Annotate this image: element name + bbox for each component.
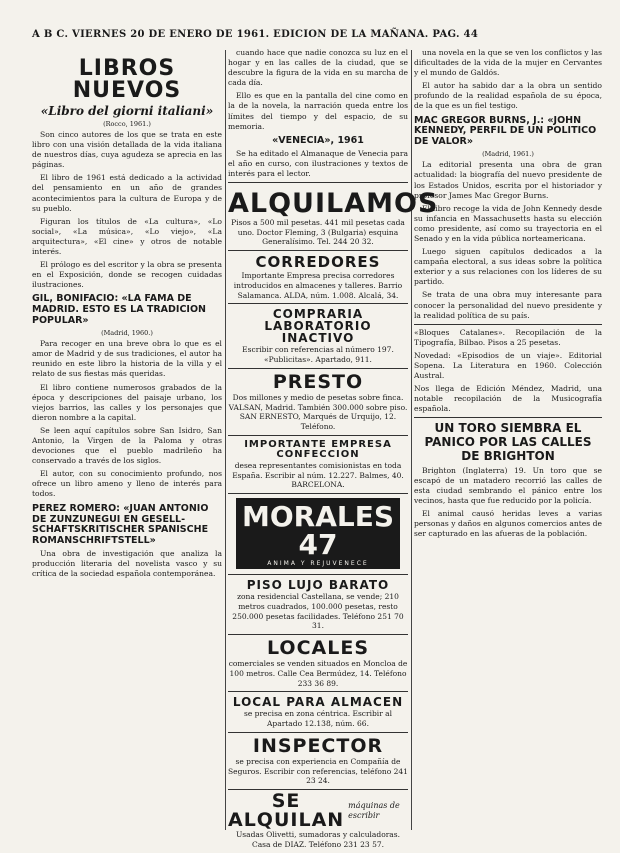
paragraph: El libro contiene numerosos grabados de la época y descripciones del paisaje urbano, los viejos barrios, las calles y los personajes que dieron nombre a la capital. xyxy=(32,382,222,422)
ad-title: SE ALQUILAN xyxy=(228,790,345,832)
article-heading: PEREZ ROMERO: «JUAN ANTONIO DE ZUNZUNEGUI EN GESELL-SCHAFTSKRITISCHER SPANISCHE ROMANSCHRIFTSTELL» xyxy=(32,502,209,547)
divider xyxy=(228,182,408,183)
paragraph: Ello es que en la pantalla del cine como en la de la novela, la narración queda entre los límites del tiempo y del espacio, de su memoria. xyxy=(228,91,408,131)
byline: (Madrid, 1960.) xyxy=(101,329,153,338)
ad-title: ALQUILAMOS xyxy=(228,187,439,219)
paragraph: El autor ha sabido dar a la obra un sentido profundo de la realidad española de su época, de la que es un fiel testigo. xyxy=(414,81,602,111)
classified-ad xyxy=(228,575,408,635)
paragraph: una novela en la que se ven los conflictos y las dificultades de la vida de la mujer en Cervantes y el mundo de Galdós. xyxy=(414,48,602,78)
paragraph: El prólogo es del escritor y la obra se presenta en el Exposición, donde se recogen cuidadas ilustraciones. xyxy=(32,260,222,290)
ad-title: INSPECTOR xyxy=(252,734,384,757)
ad-body: se precisa en zona céntrica. Escribir al Apartado 12.138, núm. 66. xyxy=(243,709,393,729)
ad-title: LOCALES xyxy=(267,637,369,660)
paragraph: El animal causó heridas leves a varias personas y daños en algunos comercios antes de ser capturado en las afueras de la población. xyxy=(414,509,602,539)
paragraph: Para recoger en una breve obra lo que es el amor de Madrid y de sus tradiciones, el autor ha reunido en este libro la historia de la villa y el relato de sus fiestas más queridas. xyxy=(32,339,222,379)
paragraph: El autor, con su conocimiento profundo, nos ofrece un libro ameno y lleno de interés para todos. xyxy=(32,469,222,499)
ad-title: IMPORTANTE EMPRESA CONFECCION xyxy=(244,438,392,460)
classified-ad xyxy=(228,251,408,304)
classified-ad xyxy=(228,790,408,853)
ad-title: MORALES 47 xyxy=(241,500,395,562)
article-heading: «VENECIA», 1961 xyxy=(272,134,364,146)
article-subtitle: «Libro del giorni italiani» xyxy=(40,104,214,118)
divider xyxy=(414,417,602,418)
ad-body: desea representantes comisionistas en toda España. Escribir al núm. 12.227. Balmes, 40. BARCELONA. xyxy=(232,460,404,490)
byline: (Rocco, 1961.) xyxy=(103,120,151,128)
ad-body: Dos millones y medio de pesetas sobre finca. VALSAN, Madrid. También 300.000 sobre piso. SAN ERNESTO, Marqués de Urquijo, 12. Teléfono. xyxy=(228,392,408,432)
paragraph: Luego siguen capítulos dedicados a la campaña electoral, a sus ideas sobre la política exterior y a sus relaciones con los líderes de su partido. xyxy=(414,247,602,287)
divider xyxy=(414,324,602,325)
paragraph: Se leen aquí capítulos sobre San Isidro, San Antonio, la Virgen de la Paloma y otras devociones que el pueblo madrileño ha conservado a través de los siglos. xyxy=(32,425,222,466)
ad-title: CORREDORES xyxy=(255,253,381,272)
ad-title: PRESTO xyxy=(272,370,364,393)
morales-ad xyxy=(228,494,408,575)
paragraph: cuando hace que nadie conozca su luz en el hogar y en las calles de la ciudad, que se descubre la figura de la vida en su marcha de cada día. xyxy=(228,48,408,88)
paragraph: El libro recoge la vida de John Kennedy desde su infancia en Massachusetts hasta su elección como presidente, así como su trayectoria en el Senado y en la vida pública norteamericana. xyxy=(414,203,602,243)
section-title: LIBROS NUEVOS xyxy=(72,56,182,103)
ad-title-extra: máquinas de escribir xyxy=(348,800,400,821)
paragraph: Se trata de una obra muy interesante para conocer la personalidad del nuevo presidente y la realidad política de su país. xyxy=(414,290,602,320)
paragraph: El libro de 1961 está dedicado a la actividad del pensamiento en un año de grandes acontecimientos para la cultura de Europa y de su pueblo. xyxy=(32,173,222,213)
ad-body: Escribir con referencias al número 197. «Publicitas». Apartado, 911. xyxy=(242,345,394,365)
classified-ad xyxy=(228,304,408,369)
ad-tagline: ANIMA Y REJUVENECE xyxy=(267,560,369,568)
paragraph: Figuran los títulos de «La cultura», «Lo social», «La música», «Lo viejo», «La arquitectura», «El cine» y otros de notable interés. xyxy=(32,216,222,257)
column-rule xyxy=(225,50,226,830)
article-heading: GIL, BONIFACIO: «LA FAMA DE MADRID. ESTO ES LA TRADICION POPULAR» xyxy=(32,293,206,327)
paragraph: Se ha editado el Almanaque de Venecia para el año en curso, con ilustraciones y textos de interés para el lector. xyxy=(228,148,408,178)
classified-ad xyxy=(228,369,408,436)
ad-title: COMPRARIA LABORATORIO INACTIVO xyxy=(264,307,372,346)
column-books xyxy=(32,48,222,834)
paragraph: «Bloques Catalanes». Recopilación de la Tipografía, Bilbao. Pisos a 25 pesetas. xyxy=(414,327,602,347)
ad-body: comerciales se venden situados en Moncloa de 100 metros. Calle Cea Bermúdez, 14. Teléfono 233 36 89. xyxy=(228,659,408,688)
ad-body: se precisa con experiencia en Compañía de Seguros. Escribir con referencias, teléfono 241 23 24. xyxy=(228,756,408,786)
morales-logo xyxy=(236,498,400,569)
paragraph: Novedad: «Episodios de un viaje». Editorial Sopena. La Literatura en 1960. Colección Austral. xyxy=(414,350,602,381)
classified-ad xyxy=(228,733,408,790)
article-heading: MAC GREGOR BURNS, J.: «JOHN KENNEDY, PERFIL DE UN POLITICO DE VALOR» xyxy=(414,114,597,148)
ad-title: PISO LUJO BARATO xyxy=(246,578,390,593)
ad-body: Importante Empresa precisa corredores introducidos en almacenes y talleres. Barrio Salamanca. ALDA, núm. 1.008. Alcalá, 34. xyxy=(233,271,403,300)
ad-body: zona residencial Castellana, se vende; 210 metros cuadrados, 100.000 pesetas, resto 250.000 pesetas facilidades. Teléfono 251 70 31. xyxy=(232,592,404,631)
ad-title: LOCAL PARA ALMACEN xyxy=(232,695,404,710)
column-rule xyxy=(411,50,412,830)
ad-body: Pisos a 500 mil pesetas. 441 mil pesetas cada uno. Doctor Fleming, 3 (Bulgaria) esquina Generalísimo. Tel. 244 20 32. xyxy=(231,217,405,247)
classified-ad xyxy=(228,186,439,251)
classified-ad xyxy=(228,635,408,692)
page-header: A B C. VIERNES 20 DE ENERO DE 1961. EDICION DE LA MAÑANA. PAG. 44 xyxy=(32,29,479,40)
byline: (Madrid, 1961.) xyxy=(482,150,534,159)
column-classifieds xyxy=(228,48,439,849)
paragraph: Son cinco autores de los que se trata en este libro con una visión detallada de la vida italiana de nuestros días, cuya agudeza se aprecia en las páginas. xyxy=(32,130,222,170)
column-reviews xyxy=(414,48,602,834)
classified-ad xyxy=(228,692,408,733)
paragraph: La editorial presenta una obra de gran actualidad: la biografía del nuevo presidente de los Estados Unidos, escrita por el historiador y profesor James Mac Gregor Burns. xyxy=(414,160,602,200)
ad-body: Usadas Olivetti, sumadoras y calculadoras. Casa de DIAZ. Teléfono 231 23 57. xyxy=(235,830,401,849)
paragraph: Nos llega de Edición Méndez, Madrid, una notable recopilación de la Musicografía española. xyxy=(414,384,602,414)
paragraph: Una obra de investigación que analiza la producción literaria del novelista vasco y su crítica de la sociedad española contemporánea. xyxy=(32,549,222,579)
article-heading: UN TORO SIEMBRA EL PANICO POR LAS CALLES DE BRIGHTON xyxy=(424,421,592,464)
paragraph: Brighton (Inglaterra) 19. Un toro que se escapó de un matadero recorrió las calles de esta ciudad sembrando el pánico entre los vecinos, hasta que fue reducido por la policía. xyxy=(414,465,602,506)
ad-title-row xyxy=(228,792,408,830)
classified-ad xyxy=(228,436,408,494)
